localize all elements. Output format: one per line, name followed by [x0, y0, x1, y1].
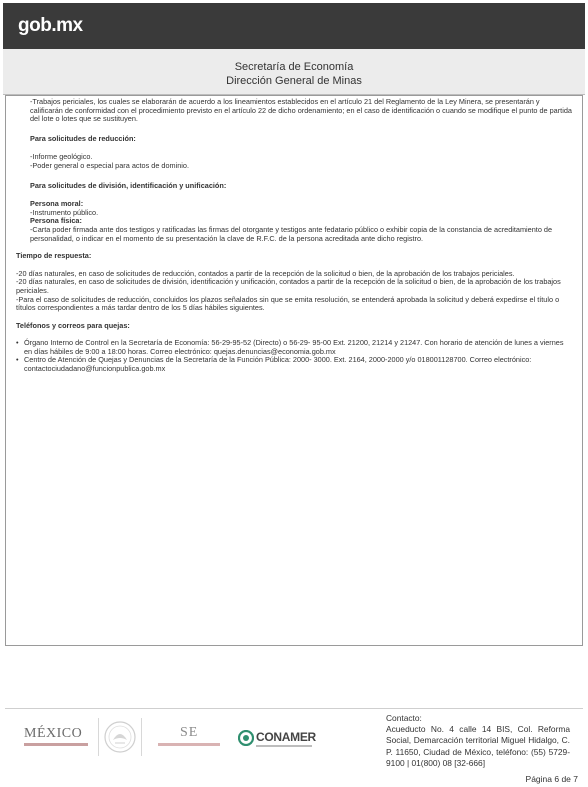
- reduccion-item: -Poder general o especial para actos de dominio.: [30, 160, 190, 170]
- reduccion-heading: Para solicitudes de reducción:: [30, 133, 136, 143]
- conamer-logo: CONAMER: [256, 730, 316, 744]
- quejas-item: [16, 356, 572, 373]
- mexico-logo-underline: [24, 743, 88, 746]
- quejas-item-text: Órgano Interno de Control en la Secretaría de Economía: 56-29-95-52 (Directo) o 56-29- 95-00 Ext. 21200, 21214 y 21247. Con horario de atención de lunes a viernes en días hábiles de 9:00 a 18:00 horas. Correo electrónico: quejas.denuncias@economia.gob.mx: [24, 338, 564, 356]
- eagle-seal-icon: [98, 718, 142, 756]
- se-logo-underline: [158, 743, 220, 746]
- tiempo-item: -20 días naturales, en caso de solicitudes de división, identificación y unificación, contados a partir de la recepción de la solicitud o bien, de la aprobación de los trabajos periciales.: [16, 277, 561, 295]
- persona-moral-item: -Instrumento público.: [30, 207, 99, 217]
- tiempo-heading: Tiempo de respuesta:: [16, 251, 92, 261]
- conamer-icon: [238, 730, 254, 746]
- bullet-icon: •: [16, 355, 19, 365]
- header-direccion: Dirección General de Minas: [226, 75, 362, 87]
- gobmx-logo[interactable]: gob.mx: [18, 15, 83, 36]
- trabajos-section: [16, 98, 572, 243]
- header-secretaria: Secretaría de Economía: [234, 61, 354, 73]
- contact-block: [386, 713, 570, 769]
- contact-address: Acueducto No. 4 calle 14 BIS, Col. Reforma Social, Demarcación territorial Miguel Hidalgo, C. P. 11650, Ciudad de México, teléfono: (55) 5729-9100 | 01(800) 08 [32-666]: [386, 724, 570, 768]
- top-bar: [3, 3, 585, 49]
- tiempo-item: -Para el caso de solicitudes de reducción, concluidos los plazos señalados sin que se emita resolución, se entenderá aprobada la solicitud y deberá expedirse el título o títulos correspondientes a más tardar dentro de los 5 días hábiles siguientes.: [16, 294, 560, 313]
- quejas-heading: Teléfonos y correos para quejas:: [16, 320, 130, 330]
- footer-divider: [5, 708, 583, 709]
- contact-title: Contacto:: [386, 713, 422, 723]
- trabajos-paragraph: -Trabajos periciales, los cuales se elaborarán de acuerdo a los lineamientos establecidos en el artículo 21 del Reglamento de la Ley Minera, se presentarán y calificarán de conformidad con el procedimiento previsto en el artículo 22 de dicho ordenamiento; en el caso de identificación o cuando se modifique el punto de partida del lote o lotes que se sustituyen.: [30, 97, 572, 124]
- persona-fisica-item: -Carta poder firmada ante dos testigos y ratificadas las firmas del otorgante y testigos ante fedatario público o exhibir copia de la constancia de acreditamiento de personalidad, o indicar en el momento de su presentación la clave de R.F.C. de la persona acreditada ante dicho registro.: [30, 224, 553, 243]
- document-header: [3, 49, 585, 95]
- persona-fisica-label: Persona física:: [30, 216, 82, 226]
- reduccion-item: -Informe geológico.: [30, 152, 93, 162]
- division-heading: Para solicitudes de división, identificación y unificación:: [30, 180, 227, 190]
- tiempo-item: -20 días naturales, en caso de solicitudes de reducción, contados a partir de la recepción de la solicitud o bien, de la aprobación de los trabajos periciales.: [16, 268, 515, 278]
- conamer-logo-tagline: [256, 745, 312, 747]
- page-number: Página 6 de 7: [525, 774, 578, 784]
- footer-logos: [20, 718, 360, 758]
- se-logo: SE: [180, 725, 199, 740]
- bullet-icon: •: [16, 338, 19, 348]
- mexico-logo: MÉXICO: [24, 726, 83, 741]
- quejas-item: [16, 339, 572, 356]
- quejas-item-text: Centro de Atención de Quejas y Denuncias de la Secretaría de la Función Pública: 2000- 3000. Ext. 2164, 2000-2000 y/o 018001128700. Correo electrónico: contactociudadano@funcionpublica.gob.mx: [24, 355, 532, 374]
- persona-moral-label: Persona moral:: [30, 199, 84, 209]
- document-body: [5, 95, 583, 646]
